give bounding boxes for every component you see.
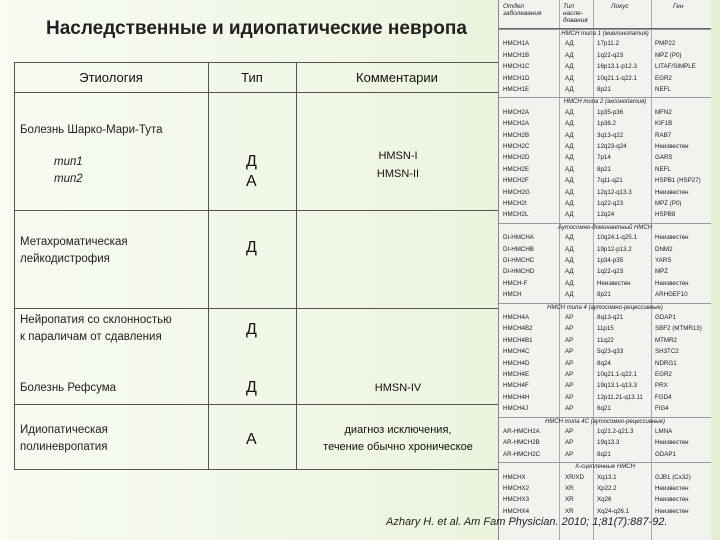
ref-table-cell: HMCH4F [503, 382, 529, 390]
etiology-table [14, 62, 498, 470]
ref-table-cell: АД [565, 165, 574, 173]
ref-table-row [499, 314, 711, 322]
ref-table-cell: Xp22.2 [597, 485, 617, 492]
ref-table-cell: 8q21 [597, 450, 611, 458]
ref-table-row [499, 211, 711, 219]
ref-table-cell: HMCH2I [503, 200, 527, 207]
ref-table-cell: 7p14 [597, 154, 611, 162]
ref-table-cell: EGR2 [655, 371, 672, 378]
comment-cell: HMSN-II [376, 168, 420, 180]
ref-table-row [499, 371, 711, 379]
ref-table-cell: MPZ (P0) [655, 51, 682, 59]
ref-table-cell: Неизвестен [655, 279, 689, 287]
ref-table-cell: АД [565, 154, 574, 162]
ref-table-row [499, 120, 711, 128]
ref-table-cell: 17p11.2 [597, 40, 619, 48]
type-cell: Д [246, 379, 257, 396]
ref-table-cell: АД [565, 40, 574, 48]
ref-table-row [499, 405, 711, 413]
ref-table-row [499, 485, 711, 493]
ref-table-cell: Неизвестен [655, 188, 689, 196]
ref-table-cell: AR-HMCH2A [503, 428, 540, 435]
etiology-cell: Болезнь Рефсума [20, 382, 117, 394]
ref-table-row [499, 86, 711, 94]
ref-table-cell: NDRG1 [655, 359, 677, 367]
ref-table-cell: 1q22-q23 [597, 51, 624, 59]
ref-table-cell: PMP22 [655, 40, 676, 48]
ref-table-cell: 1q22-q23 [597, 268, 624, 276]
ref-table-cell: АД [565, 245, 574, 253]
ref-table-cell: 8q24 [597, 359, 611, 367]
ref-table-row [499, 439, 711, 447]
ref-table-row [499, 428, 711, 436]
ref-table-row [499, 200, 711, 208]
ref-table-cell: HMCH4A [503, 314, 530, 321]
ref-table-cell: АР [565, 382, 574, 390]
ref-table-cell: 8p21 [597, 86, 611, 93]
ref-table-row [499, 291, 711, 299]
slide-title: Наследственные и идиопатические невропа [46, 18, 467, 39]
ref-table-cell: АД [565, 74, 574, 82]
ref-table-cell: АР [565, 428, 574, 435]
ref-table-cell: 8p21 [597, 165, 611, 173]
ref-table-cell: АД [565, 177, 574, 185]
ref-table-cell: EGR2 [655, 74, 672, 82]
ref-table-row [499, 75, 711, 83]
ref-table-cell: 19q13.1-q13.3 [597, 382, 637, 390]
ref-section-header: HMCH типа 4С (аутосомно-рецессивные) [499, 417, 711, 426]
ref-table-cell: NEFL [655, 165, 671, 173]
etiology-cell: тип1 [54, 156, 83, 168]
ref-table-row [499, 52, 711, 60]
ref-table-cell: HMCH4E [503, 371, 530, 378]
ref-header-cell: Тип насле-дования [563, 3, 588, 24]
ref-table-cell: AR-HMCH2C [503, 450, 541, 458]
ref-table-row [499, 143, 711, 151]
ref-table-row [499, 177, 711, 185]
ref-table-row [499, 337, 711, 345]
ref-table-cell: HMCH-F [503, 279, 528, 287]
ref-header-cell: Отдел заболевания [503, 3, 542, 17]
ref-table-cell: HMCH1A [503, 40, 530, 48]
ref-table-cell: АР [565, 325, 574, 333]
ref-table-cell: АД [565, 120, 574, 128]
ref-section-header: HMCH типа 1 (миелинопатия) [499, 29, 711, 38]
ref-table-cell: HMCH [503, 291, 522, 299]
ref-table-cell: HSPB1 (HSP27) [655, 177, 701, 185]
ref-table-cell: Неизвестен [655, 485, 689, 492]
ref-table-cell: YARS [655, 257, 672, 264]
ref-table-cell: HSPB8 [655, 211, 676, 219]
ref-table-cell: XR [565, 496, 574, 504]
ref-table-cell: 11p15 [597, 325, 614, 333]
ref-table-cell: АР [565, 359, 574, 367]
ref-table-row [499, 325, 711, 333]
ref-table-cell: Неизвестен [655, 507, 689, 515]
ref-table-cell: 1p36.2 [597, 120, 616, 128]
ref-table-cell: XR/XD [565, 473, 584, 481]
ref-table-cell: MTMR2 [655, 336, 677, 344]
ref-table-row [499, 280, 711, 288]
column-divider [208, 62, 209, 470]
ref-table-cell: HMCH4H [503, 393, 530, 401]
ref-table-cell: DI-HMCHC [503, 257, 535, 264]
etiology-cell: к параличам от сдавления [20, 331, 162, 343]
ref-table-cell: Xq26 [597, 496, 612, 504]
ref-table-row [499, 348, 711, 356]
ref-table-cell: АР [565, 314, 574, 321]
ref-table-cell: 8q13-q21 [597, 314, 624, 321]
ref-section-header: HMCH типа 2 (аксонопатия) [499, 97, 711, 106]
column-divider [296, 62, 297, 470]
ref-table-row [499, 132, 711, 140]
row-divider [14, 210, 498, 211]
comment-cell: HMSN-I [378, 150, 418, 162]
ref-table-cell: 12q24 [597, 211, 615, 219]
ref-table-cell: АД [565, 188, 574, 196]
ref-section-header: Аутосомно-доминантный HMCH [499, 223, 711, 232]
ref-table-cell: HMCH2A [503, 108, 530, 116]
ref-table-cell: АД [565, 268, 574, 276]
ref-table-cell: LMNA [655, 428, 673, 435]
ref-table-cell: HMCHX3 [503, 496, 530, 504]
ref-table-row [499, 154, 711, 162]
ref-table-cell: GDAP1 [655, 450, 676, 458]
ref-table-cell: HMCH1D [503, 74, 530, 82]
ref-table-cell: 16p13.1-p12.3 [597, 63, 637, 71]
ref-table-cell: MPZ (P0) [655, 200, 682, 207]
ref-table-cell: 11q22 [597, 336, 614, 344]
ref-table-cell: 12q23-q24 [597, 143, 627, 150]
etiology-cell: тип2 [54, 173, 83, 185]
ref-table-cell: 1p34-p35 [597, 257, 624, 264]
ref-table-row [499, 451, 711, 459]
etiology-cell: Нейропатия со склонностью [20, 314, 172, 326]
section-title-cmt: Болезнь Шарко-Мари-Тута [20, 124, 163, 136]
ref-table-cell: XR [565, 485, 574, 492]
ref-section-header: HMCH типа 4 (аутосомно-рецессивные) [499, 303, 711, 312]
ref-table-cell: HMCH1C [503, 63, 530, 71]
type-cell: Д [246, 321, 257, 338]
ref-table-cell: HMCH2C [503, 143, 530, 150]
ref-table-row [499, 63, 711, 71]
ref-table-cell: ARHGEF10 [655, 291, 688, 299]
comment-cell: течение обычно хроническое [323, 441, 473, 453]
ref-table-cell: АД [565, 200, 574, 207]
ref-table-cell: SH3TC2 [655, 348, 679, 356]
ref-table-cell: LITAF/SIMPLE [655, 63, 696, 71]
ref-table-row [499, 40, 711, 48]
ref-table-row [499, 382, 711, 390]
type-cell: А [246, 173, 257, 190]
ref-table-cell: Неизвестен [655, 234, 689, 242]
ref-table-cell: HMCH4D [503, 359, 530, 367]
etiology-cell: полиневропатия [20, 441, 108, 453]
ref-table-cell: FIG4 [655, 405, 669, 413]
ref-table-cell: HMCHX [503, 473, 526, 481]
ref-table-cell: HMCH4C [503, 348, 530, 356]
ref-table-row [499, 268, 711, 276]
ref-table-cell: HMCHX2 [503, 485, 530, 492]
etiology-cell: лейкодистрофия [20, 253, 110, 265]
ref-table-cell: DI-HMCHA [503, 234, 534, 242]
ref-table-cell: АД [565, 291, 574, 299]
ref-table-cell: AR-HMCH2B [503, 439, 540, 447]
ref-table-cell: 1p35-p36 [597, 108, 624, 116]
ref-table-cell: FGD4 [655, 393, 672, 401]
ref-table-row [499, 394, 711, 402]
ref-table-cell: 5q23-q33 [597, 348, 624, 356]
ref-table-cell: DI-HMCHB [503, 245, 534, 253]
ref-table-cell: NEFL [655, 86, 671, 93]
ref-table-row [499, 166, 711, 174]
ref-table-cell: АР [565, 439, 574, 447]
reference-gene-table [498, 0, 711, 540]
ref-table-cell: HMCH1E [503, 86, 530, 93]
ref-table-cell: HMCH2A [503, 120, 530, 128]
ref-table-cell: HMCH4J [503, 405, 529, 413]
ref-table-cell: АД [565, 86, 574, 93]
type-cell: Д [246, 153, 257, 170]
ref-table-cell: DI-HMCHD [503, 268, 535, 276]
ref-table-cell: 3q13-q22 [597, 131, 624, 139]
ref-table-cell: АР [565, 371, 574, 378]
ref-table-cell: DNM2 [655, 245, 673, 253]
ref-table-row [499, 257, 711, 265]
ref-table-row [499, 496, 711, 504]
ref-table-cell: KIF1B [655, 120, 673, 128]
ref-table-cell: 10q24.1-q25.1 [597, 234, 637, 242]
ref-table-row [499, 109, 711, 117]
ref-table-cell: 7q11-q21 [597, 177, 623, 185]
ref-table-cell: 19p12-p13.2 [597, 245, 632, 253]
ref-table-cell: АД [565, 63, 574, 71]
ref-table-cell: HMCH2B [503, 131, 530, 139]
ref-section-header: X-сцепленные HMCH [499, 462, 711, 471]
ref-table-cell: АД [565, 131, 574, 139]
ref-table-cell: АД [565, 211, 574, 219]
header-type: Тип [241, 70, 263, 85]
ref-table-row [499, 474, 711, 482]
ref-table-cell: Неизвестен [655, 496, 689, 504]
ref-table-cell: MFN2 [655, 108, 672, 116]
ref-table-cell: 10q21.1-q22.1 [597, 74, 637, 82]
ref-table-cell: АР [565, 405, 574, 413]
ref-table-cell: 12p11.21-q13.11 [597, 393, 643, 401]
header-etiology: Этиология [79, 70, 143, 85]
ref-table-cell: HMCH2D [503, 154, 530, 162]
ref-table-cell: HMCH4B2 [503, 325, 533, 333]
ref-table-cell: АД [565, 51, 574, 59]
ref-table-cell: АД [565, 143, 574, 150]
ref-table-cell: Xq24-q26.1 [597, 507, 629, 515]
ref-table-cell: HMCH2F [503, 177, 529, 185]
etiology-cell: Идиопатическая [20, 424, 108, 436]
ref-table-cell: GDAP1 [655, 314, 676, 321]
row-divider [14, 308, 498, 309]
ref-table-row [499, 246, 711, 254]
ref-table-cell: PRX [655, 382, 668, 390]
ref-table-cell: Xq13.1 [597, 473, 617, 481]
citation: Azhary H. et al. Am Fam Physician. 2010; 1;81(7):887-92. [386, 516, 668, 528]
etiology-cell: Метахроматическая [20, 236, 128, 248]
ref-header-cell: Локус [611, 3, 629, 10]
ref-header-cell: Ген [673, 3, 684, 10]
ref-table-cell: АД [565, 108, 574, 116]
table-border-bottom [14, 469, 498, 470]
row-divider [14, 404, 498, 405]
ref-table-cell: 1q21.2-q21.3 [597, 428, 634, 435]
ref-table-cell: XR [565, 507, 574, 515]
ref-table-cell: SBF2 (MTMR13) [655, 325, 702, 333]
ref-table-cell: RAB7 [655, 131, 672, 139]
ref-table-cell: HMCH2L [503, 211, 529, 219]
ref-table-cell: Неизвестен [655, 143, 689, 150]
ref-table-row [499, 234, 711, 242]
ref-table-header [499, 0, 711, 29]
table-border-left [14, 62, 15, 470]
comment-cell: диагноз исключения, [344, 424, 452, 436]
ref-table-cell: 19q13.3 [597, 439, 620, 447]
ref-table-cell: 12q12-q13.3 [597, 188, 632, 196]
ref-table-row [499, 508, 711, 516]
type-cell: Д [246, 239, 257, 256]
ref-table-cell: АД [565, 234, 574, 242]
ref-table-cell: GJB1 (Cx32) [655, 473, 691, 481]
ref-table-cell: HMCH4B1 [503, 336, 533, 344]
table-border-top [14, 62, 498, 63]
ref-table-cell: АР [565, 450, 574, 458]
ref-table-cell: АР [565, 393, 574, 401]
ref-table-cell: 10q21.1-q22.1 [597, 371, 637, 378]
ref-table-cell: 8p21 [597, 291, 611, 299]
ref-table-cell: АД [565, 257, 574, 264]
ref-table-cell: АР [565, 348, 574, 356]
ref-table-cell: HMCH1B [503, 51, 530, 59]
ref-table-cell: HMCH2E [503, 165, 530, 173]
ref-table-cell: GARS [655, 154, 673, 162]
ref-table-cell: Неизвестен [597, 279, 631, 287]
ref-table-cell: АД [565, 279, 574, 287]
ref-table-cell: HMCHX4 [503, 507, 530, 515]
table-header-divider [14, 92, 498, 93]
ref-table-cell: 1q22-q23 [597, 200, 624, 207]
ref-table-row [499, 189, 711, 197]
ref-table-cell: Неизвестен [655, 439, 689, 447]
ref-table-row [499, 360, 711, 368]
ref-table-cell: 6q21 [597, 405, 611, 413]
comment-cell: HMSN-IV [374, 382, 422, 394]
header-comments: Комментарии [356, 70, 438, 85]
ref-table-cell: HMCH2G [503, 188, 530, 196]
type-cell: А [246, 431, 257, 448]
ref-table-cell: АР [565, 336, 574, 344]
ref-table-cell: MPZ [655, 268, 669, 276]
